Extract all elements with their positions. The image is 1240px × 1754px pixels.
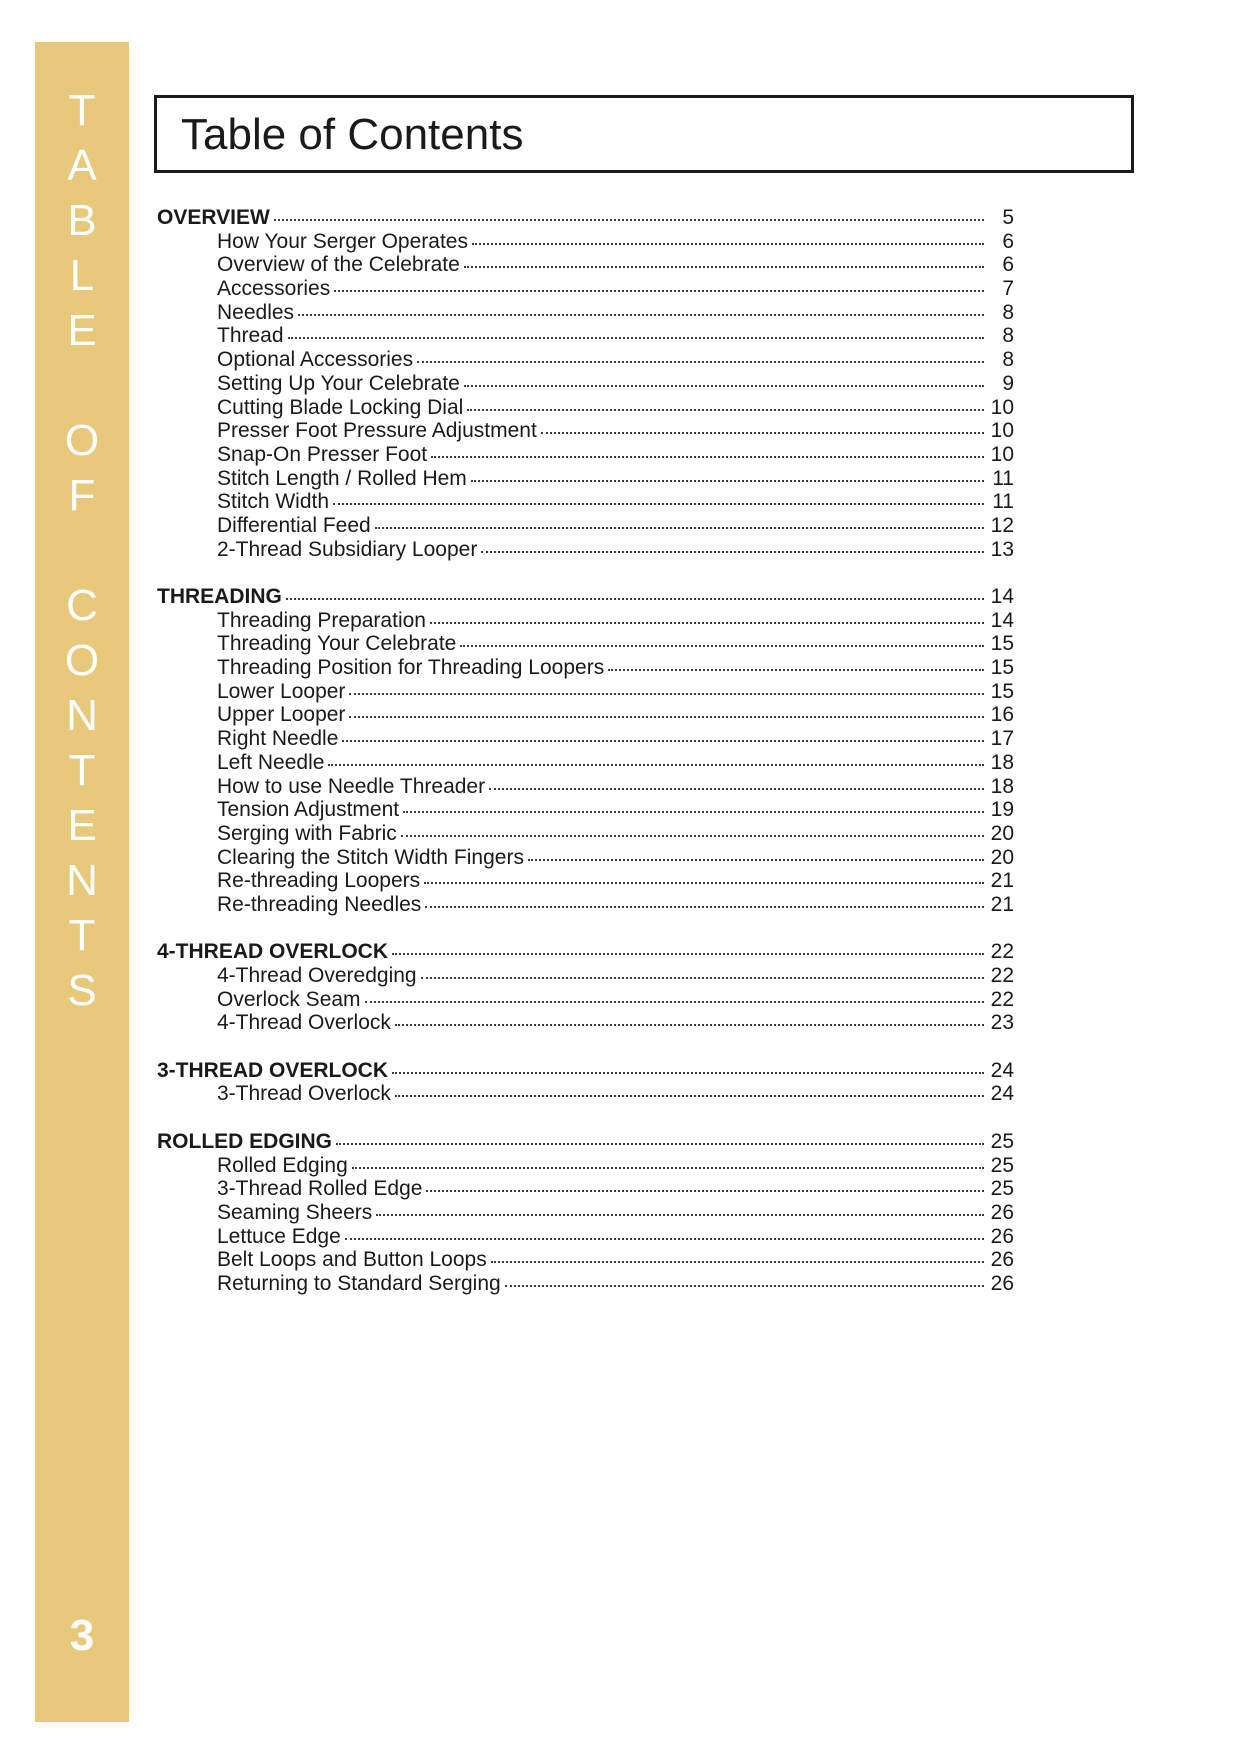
toc-entry[interactable] (157, 1082, 1014, 1106)
dot-leader (489, 772, 984, 790)
toc-page-number: 26 (990, 1224, 1014, 1248)
dot-leader (274, 203, 984, 221)
sidebar-letter: T (68, 911, 96, 960)
toc-page-number: 22 (990, 940, 1014, 964)
sidebar-letter: S (67, 966, 97, 1015)
dot-leader (333, 487, 984, 505)
toc-page-number: 18 (990, 774, 1014, 798)
toc-page-number: 25 (990, 1153, 1014, 1177)
toc-label: Threading Preparation (217, 608, 426, 632)
dot-leader (336, 1127, 984, 1145)
toc-label: 2-Thread Subsidiary Looper (217, 537, 478, 561)
toc-page-number: 7 (1002, 277, 1014, 301)
toc-page-number: 23 (990, 1011, 1014, 1035)
toc-page-number: 15 (990, 656, 1014, 680)
dot-leader (431, 440, 984, 458)
dot-leader (425, 890, 984, 908)
toc-label: Optional Accessories (217, 348, 414, 372)
toc-label: Stitch Length / Rolled Hem (217, 466, 467, 490)
dot-leader (481, 535, 984, 553)
dot-leader (491, 1245, 984, 1263)
sidebar-letter: O (64, 636, 100, 685)
dot-leader (365, 985, 984, 1003)
toc-label: Stitch Width (217, 490, 330, 514)
toc-label: Overlock Seam (217, 987, 361, 1011)
sidebar-letter: C (66, 581, 98, 630)
page-number: 3 (69, 1611, 95, 1660)
toc-page-number: 26 (990, 1271, 1014, 1295)
toc-entry[interactable] (157, 1272, 1014, 1296)
sidebar-letter: L (69, 251, 95, 300)
toc-page-number: 21 (990, 869, 1014, 893)
dot-leader (528, 843, 984, 861)
sidebar-letter: T (68, 86, 96, 135)
toc-page-number: 26 (990, 1248, 1014, 1272)
toc-page-number: 16 (990, 703, 1014, 727)
toc-label: Overview of the Celebrate (217, 253, 460, 277)
sidebar-letter: N (66, 856, 98, 905)
dot-leader (392, 1056, 984, 1074)
toc-label: OVERVIEW (157, 206, 270, 229)
toc-page-number: 6 (1002, 229, 1014, 253)
dot-leader (286, 582, 984, 600)
dot-leader (471, 464, 984, 482)
toc-label: How to use Needle Threader (217, 774, 486, 798)
dot-leader (334, 274, 984, 292)
toc-label: 3-Thread Rolled Edge (217, 1177, 423, 1201)
toc-entry[interactable] (157, 538, 1014, 562)
toc-page-number: 8 (1002, 348, 1014, 372)
dot-leader (464, 250, 984, 268)
toc-label: Differential Feed (217, 513, 371, 537)
sidebar-letter: F (68, 471, 96, 520)
toc-label: Lettuce Edge (217, 1224, 341, 1248)
toc-label: Setting Up Your Celebrate (217, 371, 460, 395)
dot-leader (392, 937, 984, 955)
sidebar-letter: O (64, 416, 100, 465)
dot-leader (417, 345, 984, 363)
dot-leader (403, 795, 984, 813)
toc-label: 4-THREAD OVERLOCK (157, 940, 389, 964)
toc-page-number: 15 (990, 679, 1014, 703)
toc-page-number: 22 (990, 987, 1014, 1011)
toc-label: Re-threading Loopers (217, 869, 421, 893)
dot-leader (608, 653, 984, 671)
toc-label: ROLLED EDGING (157, 1129, 333, 1153)
toc-page-number: 20 (990, 845, 1014, 869)
dot-leader (395, 1008, 984, 1026)
toc-page-number: 11 (992, 490, 1014, 514)
toc-label: THREADING (157, 585, 282, 608)
toc-label: 3-Thread Overlock (217, 1082, 391, 1106)
dot-leader (342, 724, 984, 742)
toc-label: 4-Thread Overedging (217, 964, 417, 987)
dot-leader (430, 606, 984, 624)
sidebar-tab (35, 42, 129, 1722)
toc-page-number: 22 (990, 964, 1014, 987)
toc-label: Re-threading Needles (217, 892, 422, 916)
toc-page-number: 14 (990, 585, 1014, 608)
toc-label: Needles (217, 300, 295, 324)
dot-leader (328, 748, 984, 766)
dot-leader (298, 298, 984, 316)
toc-label: Threading Your Celebrate (217, 632, 457, 656)
dot-leader (395, 1079, 984, 1097)
toc-label: Presser Foot Pressure Adjustment (217, 419, 537, 443)
toc-label: Rolled Edging (217, 1153, 348, 1177)
page-title: Table of Contents (181, 110, 524, 159)
toc-label: Upper Looper (217, 703, 346, 727)
sidebar-letter: E (67, 306, 97, 355)
toc-page-number: 5 (1002, 206, 1014, 229)
dot-leader (472, 227, 984, 245)
toc-page-number: 13 (990, 537, 1014, 561)
toc-page-number: 8 (1002, 300, 1014, 324)
dot-leader (401, 819, 984, 837)
dot-leader (467, 393, 984, 411)
toc-label: 4-Thread Overlock (217, 1011, 391, 1035)
toc-label: How Your Serger Operates (217, 229, 468, 253)
toc-page-number: 24 (990, 1082, 1014, 1106)
dot-leader (424, 866, 984, 884)
dot-leader (464, 369, 984, 387)
toc-label: Threading Position for Threading Loopers (217, 656, 605, 680)
toc-entry[interactable] (157, 893, 1014, 917)
toc-page-number: 21 (990, 892, 1014, 916)
sidebar-letter: B (67, 196, 97, 245)
dot-leader (460, 629, 984, 647)
toc-page-number: 17 (990, 727, 1014, 751)
toc-label: Left Needle (217, 750, 325, 774)
toc-page-number: 9 (1002, 371, 1014, 395)
table-of-contents (157, 206, 1014, 1296)
dot-leader (375, 511, 984, 529)
dot-leader (505, 1269, 984, 1287)
dot-leader (349, 700, 984, 718)
toc-page-number: 10 (990, 442, 1014, 466)
toc-page-number: 26 (990, 1200, 1014, 1224)
toc-label: Cutting Blade Locking Dial (217, 395, 464, 419)
toc-label: Clearing the Stitch Width Fingers (217, 845, 524, 869)
toc-page-number: 14 (990, 608, 1014, 632)
toc-label: Seaming Sheers (217, 1200, 373, 1224)
toc-label: Tension Adjustment (217, 798, 400, 822)
toc-page-number: 25 (990, 1177, 1014, 1201)
dot-leader (426, 1174, 984, 1192)
toc-label: Returning to Standard Serging (217, 1271, 501, 1295)
toc-page-number: 15 (990, 632, 1014, 656)
dot-leader (421, 961, 984, 979)
toc-page-number: 10 (990, 419, 1014, 443)
toc-page-number: 11 (992, 466, 1014, 490)
dot-leader (345, 1222, 984, 1240)
toc-label: 3-THREAD OVERLOCK (157, 1058, 389, 1082)
toc-label: Accessories (217, 277, 331, 301)
toc-label: Right Needle (217, 727, 339, 751)
toc-page-number: 8 (1002, 324, 1014, 348)
sidebar-letter: T (68, 746, 96, 795)
toc-entry[interactable] (157, 1011, 1014, 1035)
sidebar-letter: A (67, 141, 97, 190)
dot-leader (541, 416, 984, 434)
sidebar-letter: N (66, 691, 98, 740)
toc-label: Lower Looper (217, 679, 346, 703)
dot-leader (288, 321, 984, 339)
toc-page-number: 6 (1002, 253, 1014, 277)
dot-leader (376, 1198, 984, 1216)
title-box (154, 95, 1134, 173)
toc-label: Serging with Fabric (217, 821, 397, 845)
sidebar-letter: E (67, 801, 97, 850)
toc-page-number: 25 (990, 1129, 1014, 1153)
toc-page-number: 10 (990, 395, 1014, 419)
toc-label: Snap-On Presser Foot (217, 442, 428, 466)
toc-page-number: 12 (990, 513, 1014, 537)
toc-label: Belt Loops and Button Loops (217, 1248, 487, 1272)
toc-label: Thread (217, 324, 284, 348)
dot-leader (352, 1151, 984, 1169)
toc-page-number: 19 (990, 798, 1014, 822)
toc-page-number: 24 (990, 1058, 1014, 1082)
toc-page-number: 18 (990, 750, 1014, 774)
toc-page-number: 20 (990, 821, 1014, 845)
dot-leader (349, 677, 984, 695)
